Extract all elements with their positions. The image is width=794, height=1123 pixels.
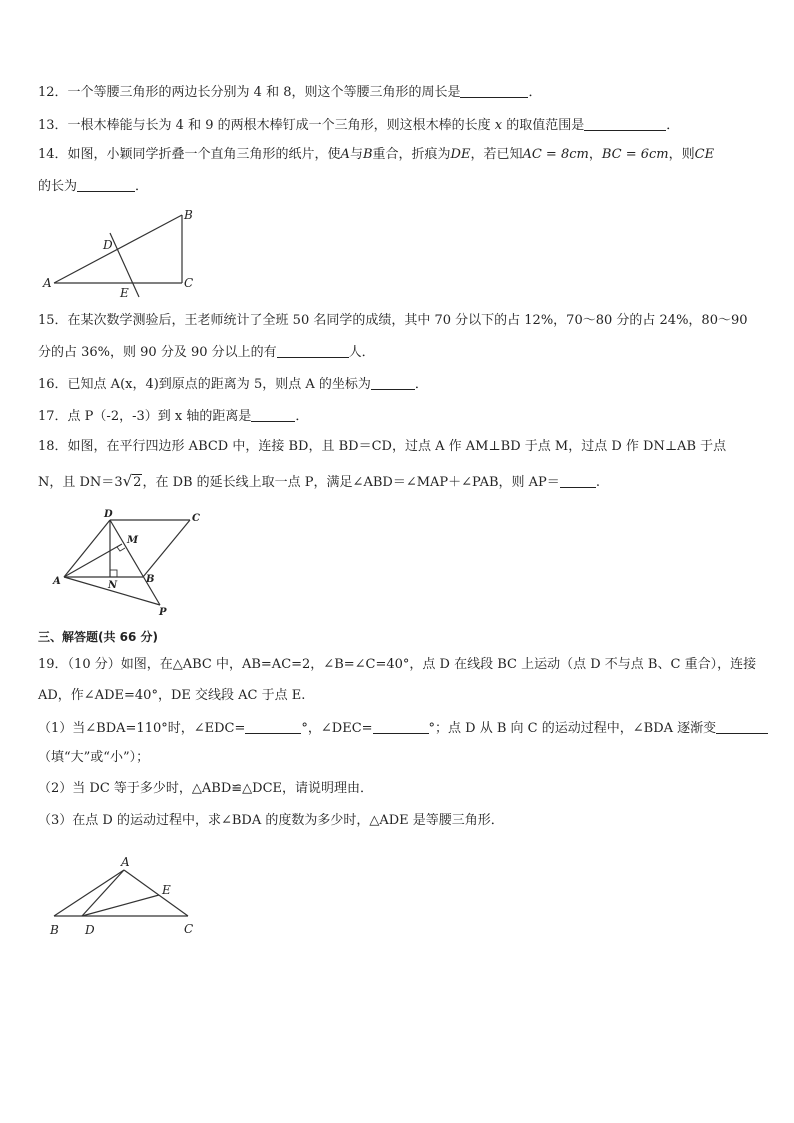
q14-text: 与	[349, 147, 363, 162]
sqrt-expression	[114, 472, 142, 490]
q12-text: 12．一个等腰三角形的两边长分别为 4 和 8，则这个等腰三角形的周长是	[38, 85, 461, 100]
point-d-label: D	[104, 509, 113, 520]
segment-de	[82, 895, 159, 916]
question-13	[38, 116, 758, 135]
question-19-line2	[38, 687, 758, 705]
q15-text: 15．在某次数学测验后，王老师统计了全班 50 名同学的成绩，其中 70 分以下的占 12%，70～80 分的占 24%，80～90	[38, 313, 748, 328]
q19-text: （3）在点 D 的运动过程中，求∠BDA 的度数为多少时，△ADE 是等腰三角形．	[38, 813, 504, 828]
segment-ad	[64, 520, 110, 577]
q18-text: ，在 DB 的延长线上取一点 P，满足∠ABD＝∠MAP＋∠PAB，则 AP＝	[142, 475, 560, 490]
q16-text: 16．已知点 A(x，4)到原点的距离为 5，则点 A 的坐标为	[38, 377, 371, 392]
point-m-label: M	[127, 535, 139, 546]
point-d-label: D	[85, 923, 95, 937]
answer-blank[interactable]	[277, 343, 349, 358]
q19-text: （填“大”或“小”）；	[38, 750, 150, 765]
q13-text2: 的取值范围是	[506, 118, 585, 133]
sqrt-coef: 3	[114, 475, 123, 490]
question-15-line2	[38, 343, 758, 362]
q14-end: ．	[135, 179, 149, 194]
q18-text: N，且 DN＝	[38, 475, 115, 490]
answer-blank[interactable]	[460, 83, 528, 98]
point-c-label: C	[184, 922, 194, 936]
answer-blank[interactable]	[716, 719, 768, 734]
q14-text: ，若已知	[470, 147, 523, 162]
q19-text: °；点 D 从 B 向 C 的运动过程中，∠BDA 逐渐变	[428, 721, 717, 736]
point-c-label: C	[184, 276, 194, 290]
point-d-label: D	[103, 238, 113, 252]
question-12	[38, 83, 758, 102]
point-b-label: B	[146, 574, 155, 585]
right-angle-mark-n	[110, 570, 117, 577]
q14-text: 的长为	[38, 179, 78, 194]
q19-text: 19．（10 分）如图，在△ABC 中，AB=AC=2，∠B=∠C=40°，点 D 在线段 BC 上运动（点 D 不与点 B、C 重合），连接	[38, 657, 757, 672]
question-17	[38, 407, 758, 426]
q18-text: 18．如图，在平行四边形 ABCD 中，连接 BD，且 BD＝CD，过点 A 作 AM⊥BD 于点 M，过点 D 作 DN⊥AB 于点	[38, 439, 727, 454]
question-19-sub2	[38, 780, 758, 798]
answer-blank[interactable]	[245, 719, 301, 734]
q19-text: °，∠DEC=	[301, 721, 373, 736]
q13-text: 13．一根木棒能与长为 4 和 9 的两根木棒钉成一个三角形，则这根木棒的长度	[38, 118, 491, 133]
question-14-line2	[38, 177, 758, 196]
point-e-label: E	[120, 286, 129, 300]
point-a-label: A	[121, 855, 130, 869]
q14-text: 14．如图，小颖同学折叠一个直角三角形的纸片，使	[38, 147, 341, 162]
question-16	[38, 375, 758, 394]
answer-blank[interactable]	[371, 375, 415, 390]
point-a-label: A	[53, 576, 61, 587]
q14-var-bc: BC = 6cm	[601, 147, 669, 162]
answer-blank[interactable]	[560, 473, 596, 488]
q15-end: 人．	[348, 345, 375, 360]
q19-figure	[46, 854, 206, 940]
section-title: 三、解答题(共 66 分)	[38, 630, 159, 644]
right-angle-mark-m	[117, 547, 125, 551]
answer-blank[interactable]	[77, 177, 135, 192]
q13-var: x	[494, 118, 503, 133]
q17-end: ．	[295, 409, 309, 424]
q14-figure	[40, 205, 210, 300]
question-14	[38, 146, 758, 164]
q14-var-ac: AC = 8cm	[522, 147, 589, 162]
question-19-sub3	[38, 812, 758, 830]
point-n-label: N	[108, 580, 118, 591]
answer-blank[interactable]	[584, 116, 666, 131]
q14-var-a: A	[340, 147, 350, 162]
sqrt-radicand: 2	[133, 475, 142, 490]
q18-end: .	[595, 475, 600, 490]
q19-text: （1）当∠BDA=110°时，∠EDC=	[38, 721, 246, 736]
q14-text: ，则	[668, 147, 695, 162]
q14-var-ce: CE	[694, 147, 715, 162]
answer-blank[interactable]	[251, 407, 295, 422]
point-p-label: P	[159, 607, 167, 618]
answer-blank[interactable]	[373, 719, 429, 734]
question-18-line2	[38, 472, 758, 492]
question-15	[38, 312, 758, 330]
question-19-sub1-line2	[38, 749, 758, 767]
point-c-label: C	[192, 513, 200, 524]
q14-var-de: DE	[450, 147, 471, 162]
q19-text: （2）当 DC 等于多少时，△ABD≌△DCE，请说明理由．	[38, 781, 374, 796]
q15-text: 分的占 36%，则 90 分及 90 分以上的有	[38, 345, 277, 360]
point-e-label: E	[162, 883, 171, 897]
q14-var-b: B	[362, 147, 373, 162]
q12-end: ．	[528, 85, 542, 100]
q19-text: AD，作∠ADE=40°，DE 交线段 AC 于点 E.	[38, 688, 306, 703]
segment-ac	[124, 870, 188, 916]
point-a-label: A	[43, 276, 52, 290]
q18-figure	[50, 506, 210, 618]
q16-end: ．	[414, 377, 428, 392]
q14-text: 重合，折痕为	[372, 147, 451, 162]
question-19-sub1	[38, 719, 758, 738]
segment-ab	[54, 215, 182, 283]
question-19	[38, 656, 758, 674]
segment-bc	[143, 520, 190, 577]
sqrt-sign: √	[122, 472, 133, 490]
point-b-label: B	[50, 923, 59, 937]
point-b-label: B	[184, 208, 193, 222]
segment-am	[64, 544, 122, 577]
q13-end: ．	[666, 118, 680, 133]
q17-text: 17．点 P（-2，-3）到 x 轴的距离是	[38, 409, 252, 424]
question-18	[38, 438, 758, 456]
q14-text: ，	[588, 147, 602, 162]
